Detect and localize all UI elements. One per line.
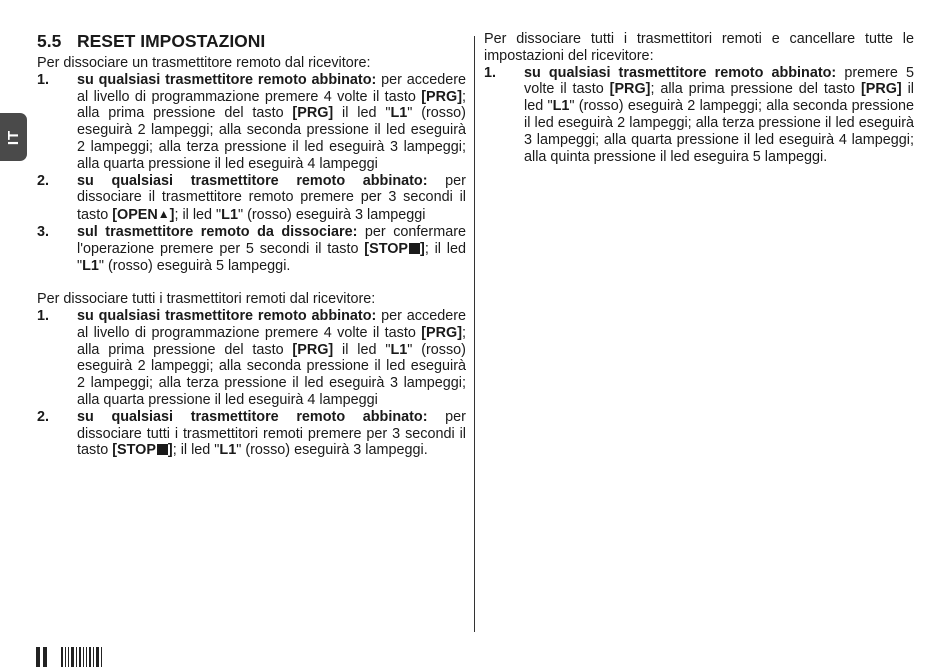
bold-text: [PRG]	[421, 88, 462, 105]
text: ; alla prima pressione del tasto	[77, 88, 466, 122]
text: per accedere al livello di programmazione premere 4 volte il tasto	[77, 307, 467, 341]
language-tab	[0, 113, 27, 161]
bold-text: [PRG]	[860, 81, 902, 98]
text: " (rosso) eseguirà 3 lampeggi.	[236, 442, 428, 459]
page-marker	[36, 647, 47, 667]
text: ; alla prima pressione del tasto	[650, 81, 861, 98]
stop-square-icon	[157, 444, 168, 455]
text: ; il led "	[77, 240, 466, 274]
list-item-number: 1.	[37, 307, 50, 324]
block2-intro: Per dissociare tutti i trasmettitori remoti dal ricevitore:	[37, 291, 376, 308]
bold-text: [PRG]	[609, 81, 651, 98]
text: il led "	[333, 341, 391, 358]
bold-text: L1	[219, 442, 237, 459]
block2-list	[37, 308, 466, 459]
text: " (rosso) eseguirà 3 lampeggi	[237, 207, 426, 224]
left-column	[37, 30, 466, 459]
text: " (rosso) eseguirà 2 lampeggi; alla seconda pressione il led eseguirà 2 lampeggi; alla terza pressione il led eseguirà 3 lampeggi; alla quarta pressione il led eseguirà 4 lampeggi	[77, 341, 466, 408]
bold-text: ]	[167, 442, 173, 459]
barcode-graphic	[61, 647, 104, 667]
bold-text: [STOP	[364, 240, 409, 257]
block3-intro: Per dissociare tutti i trasmettitori remoti e cancellare tutte le impostazioni del ricevitore:	[484, 31, 914, 64]
text: " (rosso) eseguirà 5 lampeggi.	[98, 257, 291, 274]
text: ; il led "	[174, 207, 222, 224]
list-item	[37, 224, 466, 274]
text: " (rosso) eseguirà 2 lampeggi; alla seconda pressione il led eseguirà 2 lampeggi; alla terza pressione il led eseguirà 3 lampeggi; alla quarta pressione il led eseguirà 4 lampeggi; alla quinta pressione il led eseguira 5 lampeggi.	[524, 98, 914, 165]
block3-list	[484, 65, 914, 166]
right-column	[484, 31, 914, 165]
text: premere 5 volte il tasto	[524, 64, 914, 98]
bold-text: su qualsiasi trasmettitore remoto abbinato:	[77, 71, 377, 88]
bold-text: ]	[420, 240, 425, 257]
text: per dissociare il trasmettitore remoto premere per 3 secondi il tasto	[77, 172, 466, 224]
bold-text: su qualsiasi trasmettitore remoto abbinato:	[77, 307, 377, 324]
text: il led "	[333, 105, 391, 122]
bold-text: L1	[221, 207, 238, 224]
block1-intro: Per dissociare un trasmettitore remoto dal ricevitore:	[37, 55, 371, 71]
text: ; alla prima pressione del tasto	[77, 324, 466, 358]
language-tab-label: IT	[5, 129, 22, 145]
bold-text: [OPEN	[112, 207, 158, 224]
list-item	[37, 173, 466, 224]
block1-list	[37, 72, 466, 275]
text: per dissociare tutti i trasmettitori remoti premere per 3 secondi il tasto	[77, 408, 466, 459]
spacer	[37, 274, 466, 291]
stop-square-icon	[409, 243, 420, 254]
text: " (rosso) eseguirà 2 lampeggi; alla seconda pressione il led eseguirà 2 lampeggi; alla terza pressione il led eseguirà 3 lampeggi; alla quarta pressione il led eseguirà 4 lampeggi	[77, 105, 466, 172]
list-item-number: 2.	[37, 172, 50, 189]
column-divider	[474, 36, 475, 632]
section-title: RESET IMPOSTAZIONI	[77, 31, 266, 51]
bold-text: ]	[169, 207, 175, 224]
list-item	[37, 409, 466, 459]
bold-text: su qualsiasi trasmettitore remoto abbinato:	[77, 408, 428, 425]
bold-text: sul trasmettitore remoto da dissociare:	[77, 223, 358, 240]
open-triangle-icon: ▲	[157, 207, 170, 222]
text: il led "	[524, 81, 914, 115]
list-item	[484, 65, 914, 166]
text: per accedere al livello di programmazione premere 4 volte il tasto	[77, 71, 467, 105]
list-item-number: 2.	[37, 408, 50, 425]
bold-text: su qualsiasi trasmettitore remoto abbinato:	[77, 172, 428, 189]
bold-text: [PRG]	[292, 341, 334, 358]
bold-text: [STOP	[112, 442, 156, 459]
bold-text: L1	[390, 105, 408, 122]
bold-text: su qualsiasi trasmettitore remoto abbinato:	[524, 64, 837, 81]
text: per confermare l'operazione premere per 5 secondi il tasto	[77, 223, 467, 257]
bold-text: L1	[552, 98, 570, 115]
list-item-number: 1.	[484, 64, 497, 81]
list-item-number: 3.	[37, 223, 50, 240]
bold-text: L1	[82, 257, 99, 274]
bold-text: [PRG]	[292, 105, 334, 122]
section-heading	[37, 30, 466, 52]
section-number: 5.5	[37, 31, 62, 51]
bold-text: L1	[390, 341, 408, 358]
bold-text: [PRG]	[421, 324, 462, 341]
list-item	[37, 308, 466, 409]
list-item	[37, 72, 466, 173]
text: ; il led "	[172, 442, 220, 459]
list-item-number: 1.	[37, 71, 50, 88]
